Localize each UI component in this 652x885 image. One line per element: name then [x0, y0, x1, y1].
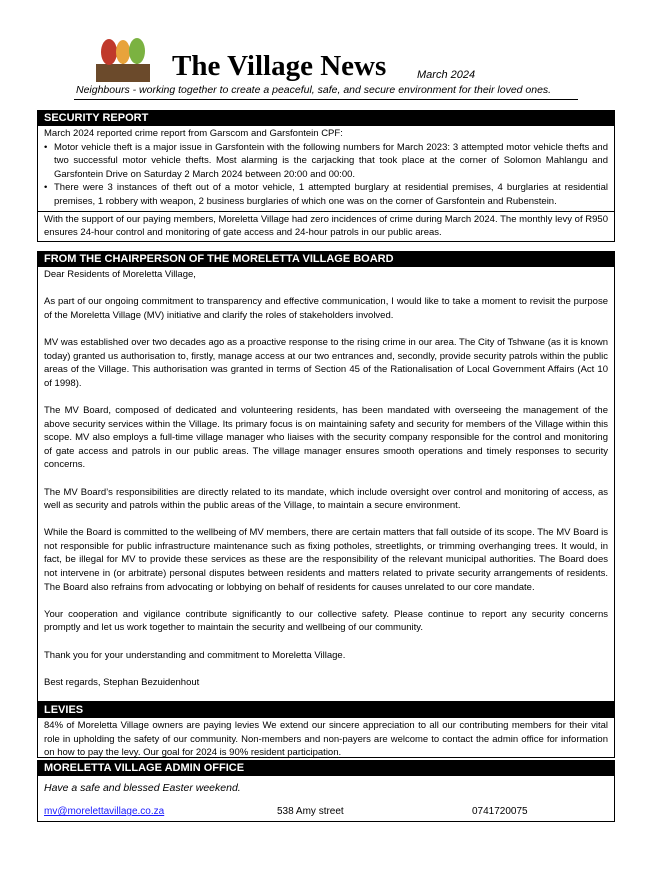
section-heading: MORELETTA VILLAGE ADMIN OFFICE: [38, 761, 614, 776]
easter-message: Have a safe and blessed Easter weekend.: [44, 782, 241, 794]
phone-number: 0741720075: [472, 806, 528, 817]
security-report-section: [37, 110, 615, 242]
levies-text: 84% of Moreletta Village owners are paying levies We extend our sincere appreciation to all our contributing members for their vital role in upholding the safety of our community. Non-members and non-payers are welcome to contact the admin office for information on how to pay the levy. Our goal for 2024 is 90% resident participation.: [44, 720, 608, 759]
list-item: • Motor vehicle theft is a major issue in Garsfontein with the following numbers for March 2023: 3 attempted motor vehicle thefts and two successful motor vehicle thefts. Most alarming is the carjacking that took place at the corner of Solomon Mahlangu and Garsfontein Drive on Saturday 2 March 2024 between 20:00 and 00:00.: [54, 141, 608, 182]
levies-section: [37, 702, 615, 758]
section-heading: FROM THE CHAIRPERSON OF THE MORELETTA VILLAGE BOARD: [38, 252, 614, 267]
security-footer: With the support of our paying members, Moreletta Village had zero incidences of crime during March 2024. The monthly levy of R950 ensures 24-hour control and monitoring of gate access and 24-hour patrols in our public areas.: [44, 213, 608, 239]
chairperson-section: [37, 251, 615, 702]
paragraph: As part of our ongoing commitment to transparency and effective communication, I would like to take a moment to revisit the purpose of the Moreletta Village (MV) initiative and clarify the roles of stakeholders involved.: [44, 296, 608, 321]
paragraph: The MV Board, composed of dedicated and volunteering residents, has been mandated with overseeing the management of the above security services within the Village. Its primary focus is on maintaining safety and security for members of the Village within this scope. MV also employs a full-time village manager who liaises with the security company responsible for the control and monitoring of gate access and patrols in our public areas. The village manager ensures smooth operations and timely responses to security concerns.: [44, 404, 608, 471]
paragraph: Your cooperation and vigilance contribute significantly to our collective safety. Please continue to report any security concerns promptly and let us work together to maintain the security and wellbeing of our community.: [44, 608, 608, 634]
address: 538 Amy street: [277, 806, 344, 817]
paragraph: While the Board is committed to the wellbeing of MV members, there are certain matters that fall outside of its scope. The MV Board is not responsible for public infrastructure maintenance such as fixing potholes, streetlights, or trimming overhanging trees. It would, in fact, be illegal for MV to provide these services as these are the responsibility of the relevant municipal authorities. The Board does not intervene in (or arbitrate) personal disputes between residents and matters related to private security arrangements of residents. The Board also refrains from advocating or lobbying on behalf of residents for causes unrelated to our core mandate.: [44, 527, 608, 593]
email-link[interactable]: mv@morelettavillage.co.za: [44, 806, 165, 817]
tagline-divider: [74, 99, 578, 100]
security-intro: March 2024 reported crime report from Garscom and Garsfontein CPF:: [44, 128, 343, 139]
admin-office-section: [37, 760, 615, 822]
newsletter-title: The Village News: [172, 50, 387, 82]
signoff: Best regards, Stephan Bezuidenhout: [44, 676, 200, 688]
section-heading: LEVIES: [38, 703, 614, 718]
tree-logo-icon: [94, 38, 152, 82]
issue-date: March 2024: [417, 69, 476, 81]
paragraph: Thank you for your understanding and commitment to Moreletta Village.: [44, 649, 346, 661]
tagline: Neighbours - working together to create a peaceful, safe, and secure environment for their loved ones.: [76, 84, 552, 96]
list-item: • There were 3 instances of theft out of a motor vehicle, 1 attempted burglary at residential premises, 4 burglaries at residential premises, 1 robbery with weapon, 2 business burglaries of which one was on the corner of Garsfontein and Rubenstein.: [54, 181, 608, 208]
salutation: Dear Residents of Moreletta Village,: [44, 269, 196, 280]
paragraph: MV was established over two decades ago as a proactive response to the rising crime in our area. The City of Tshwane (as it is known today) granted us authorisation to, firstly, manage access at our two entrances and, secondly, provide security patrols within the public areas of the Village. This authorisation was granted in terms of Section 45 of the Rationalisation of Local Government Affairs (Act 10 of 1998).: [44, 336, 608, 389]
section-heading: SECURITY REPORT: [38, 111, 614, 126]
paragraph: The MV Board’s responsibilities are directly related to its mandate, which include oversight over control and monitoring of access, as well as security and patrols within the public areas of the Village, to maintain a secure environment.: [44, 486, 608, 512]
